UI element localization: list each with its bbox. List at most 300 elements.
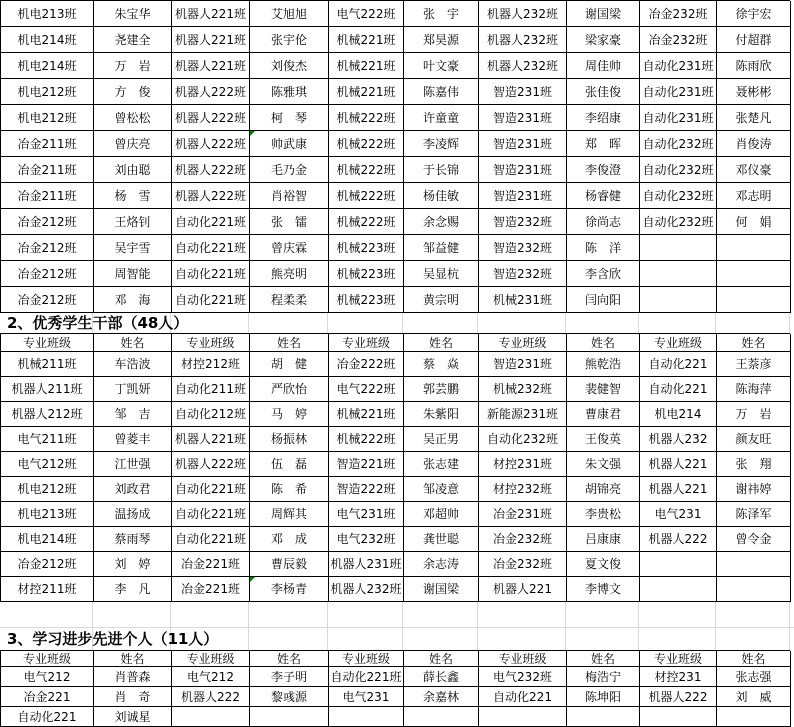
column-header-cell[interactable] <box>94 651 172 667</box>
table-cell[interactable] <box>404 157 479 183</box>
table-cell[interactable] <box>172 687 250 707</box>
table-cell[interactable] <box>172 235 250 261</box>
table-cell[interactable] <box>479 667 567 687</box>
table-cell[interactable] <box>1 377 94 402</box>
table-cell[interactable] <box>329 577 404 602</box>
table-cell[interactable] <box>567 707 640 727</box>
table-cell[interactable] <box>717 377 791 402</box>
table-cell[interactable] <box>172 527 250 552</box>
table-cell[interactable] <box>479 53 567 79</box>
table-cell[interactable] <box>329 707 404 727</box>
table-cell[interactable] <box>94 667 172 687</box>
table-cell[interactable] <box>640 157 717 183</box>
table-cell[interactable] <box>1 477 94 502</box>
table-cell[interactable] <box>404 452 479 477</box>
table-cell[interactable] <box>479 707 567 727</box>
table-cell[interactable] <box>567 502 640 527</box>
table-cell[interactable] <box>717 235 791 261</box>
table-cell[interactable] <box>717 287 791 313</box>
table-cell[interactable] <box>1 53 94 79</box>
table-cell[interactable] <box>717 552 791 577</box>
table-cell[interactable] <box>717 502 791 527</box>
table-cell[interactable] <box>640 183 717 209</box>
table-cell[interactable] <box>250 552 329 577</box>
table-cell[interactable] <box>172 131 250 157</box>
cell-text: 智造231班 <box>493 110 552 125</box>
table-cell[interactable] <box>250 1 329 27</box>
table-cell[interactable] <box>717 477 791 502</box>
table-cell[interactable] <box>250 527 329 552</box>
table-cell[interactable] <box>479 105 567 131</box>
table-cell[interactable] <box>404 687 479 707</box>
table-cell[interactable] <box>250 502 329 527</box>
table-cell[interactable] <box>717 157 791 183</box>
table-cell[interactable] <box>250 477 329 502</box>
table-cell[interactable] <box>640 261 717 287</box>
cell-text: 胡锦亮 <box>584 482 621 496</box>
table-cell[interactable] <box>567 287 640 313</box>
table-cell[interactable] <box>567 427 640 452</box>
table-cell[interactable] <box>1 452 94 477</box>
table-cell[interactable] <box>1 352 94 377</box>
table-cell[interactable] <box>404 183 479 209</box>
table-cell[interactable] <box>567 452 640 477</box>
table-cell[interactable] <box>479 687 567 707</box>
table-cell[interactable] <box>479 577 567 602</box>
table-cell[interactable] <box>717 53 791 79</box>
table-cell[interactable] <box>479 427 567 452</box>
table-cell[interactable] <box>94 79 172 105</box>
cell-text: 肖普森 <box>114 669 151 684</box>
cell-text: 李博文 <box>584 582 621 596</box>
table-cell[interactable] <box>640 352 717 377</box>
table-cell[interactable] <box>329 53 404 79</box>
table-cell[interactable] <box>250 235 329 261</box>
table-cell[interactable] <box>717 402 791 427</box>
table-cell[interactable] <box>479 377 567 402</box>
table-cell[interactable] <box>94 131 172 157</box>
table-cell[interactable] <box>1 157 94 183</box>
table-cell[interactable] <box>640 427 717 452</box>
column-header-cell[interactable] <box>640 651 717 667</box>
table-cell[interactable] <box>172 352 250 377</box>
table-cell[interactable] <box>640 402 717 427</box>
column-header-cell[interactable] <box>329 651 404 667</box>
table-cell[interactable] <box>329 477 404 502</box>
table-cell[interactable] <box>329 352 404 377</box>
table-cell[interactable] <box>567 402 640 427</box>
column-header-cell[interactable] <box>94 334 172 352</box>
table-cell[interactable] <box>329 667 404 687</box>
table-cell[interactable] <box>1 502 94 527</box>
table-cell[interactable] <box>567 79 640 105</box>
table-cell[interactable] <box>94 209 172 235</box>
table-cell[interactable] <box>640 131 717 157</box>
cell-text: 冶金211班 <box>17 188 77 203</box>
table-cell[interactable] <box>1 1 94 27</box>
table-cell[interactable] <box>172 667 250 687</box>
table-cell[interactable] <box>567 105 640 131</box>
table-cell[interactable] <box>567 477 640 502</box>
cell-text: 电气212 <box>23 669 71 684</box>
table-cell[interactable] <box>567 209 640 235</box>
table-cell[interactable] <box>250 427 329 452</box>
table-cell[interactable] <box>172 261 250 287</box>
table-cell[interactable] <box>640 502 717 527</box>
column-header-cell[interactable] <box>567 334 640 352</box>
table-cell[interactable] <box>404 79 479 105</box>
column-header-cell[interactable] <box>717 651 791 667</box>
table-cell[interactable] <box>94 707 172 727</box>
table-cell[interactable] <box>250 79 329 105</box>
table-cell[interactable] <box>640 527 717 552</box>
table-cell[interactable] <box>329 427 404 452</box>
table-cell[interactable] <box>250 287 329 313</box>
section-3-title[interactable]: 3、学习进步先进个人（11人） <box>7 629 219 648</box>
table-cell[interactable] <box>567 53 640 79</box>
table-cell[interactable] <box>1 552 94 577</box>
table-cell[interactable] <box>1 527 94 552</box>
table-cell[interactable] <box>172 27 250 53</box>
table-cell[interactable] <box>329 552 404 577</box>
table-cell[interactable] <box>404 427 479 452</box>
table-cell[interactable] <box>479 527 567 552</box>
table-cell[interactable] <box>250 131 329 157</box>
table-cell[interactable] <box>94 352 172 377</box>
table-cell[interactable] <box>404 402 479 427</box>
table-cell[interactable] <box>640 707 717 727</box>
table-cell[interactable] <box>567 352 640 377</box>
table-cell[interactable] <box>94 183 172 209</box>
table-cell[interactable] <box>329 287 404 313</box>
table-cell[interactable] <box>640 377 717 402</box>
table-cell[interactable] <box>567 261 640 287</box>
table-cell[interactable] <box>479 183 567 209</box>
cell-text: 机器人221 <box>648 482 708 496</box>
table-cell[interactable] <box>404 502 479 527</box>
table-cell[interactable] <box>717 707 791 727</box>
table-cell[interactable] <box>640 209 717 235</box>
table-cell[interactable] <box>94 502 172 527</box>
table-cell[interactable] <box>567 552 640 577</box>
column-header-cell[interactable] <box>1 651 94 667</box>
table-cell[interactable] <box>329 377 404 402</box>
table-cell[interactable] <box>172 1 250 27</box>
table-cell[interactable] <box>717 79 791 105</box>
column-header-cell[interactable] <box>567 651 640 667</box>
table-cell[interactable] <box>172 452 250 477</box>
table-cell[interactable] <box>329 452 404 477</box>
table-cell[interactable] <box>94 261 172 287</box>
table-cell[interactable] <box>717 687 791 707</box>
table-cell[interactable] <box>329 527 404 552</box>
table-cell[interactable] <box>640 79 717 105</box>
table-cell[interactable] <box>94 452 172 477</box>
cell-text: 李绍康 <box>584 110 621 125</box>
table-cell[interactable] <box>1 402 94 427</box>
table-cell[interactable] <box>717 527 791 552</box>
table-cell[interactable] <box>717 27 791 53</box>
table-cell[interactable] <box>1 577 94 602</box>
table-cell[interactable] <box>172 577 250 602</box>
table-cell[interactable] <box>329 235 404 261</box>
cell-text: 机器人232班 <box>330 582 402 596</box>
table-cell[interactable] <box>94 527 172 552</box>
table-cell[interactable] <box>479 477 567 502</box>
column-header-cell[interactable] <box>329 334 404 352</box>
table-cell[interactable] <box>250 27 329 53</box>
table-cell[interactable] <box>329 27 404 53</box>
cell-text: 曾令金 <box>735 532 772 546</box>
table-cell[interactable] <box>479 79 567 105</box>
column-header-cell[interactable] <box>640 334 717 352</box>
table-cell[interactable] <box>640 577 717 602</box>
table-cell[interactable] <box>404 527 479 552</box>
table-cell[interactable] <box>640 687 717 707</box>
cell-text: 曾菱丰 <box>114 432 151 446</box>
table-cell[interactable] <box>640 27 717 53</box>
cell-text: 机械223班 <box>336 266 396 281</box>
table-cell[interactable] <box>479 261 567 287</box>
sheet-gridline-cell <box>790 628 794 650</box>
cell-text: 余嘉林 <box>422 689 459 704</box>
table-cell[interactable] <box>567 183 640 209</box>
table-cell[interactable] <box>250 53 329 79</box>
table-cell[interactable] <box>1 183 94 209</box>
table-cell[interactable] <box>1 261 94 287</box>
cell-text: 冶金221 <box>23 689 71 704</box>
cell-text: 冶金212班 <box>17 292 77 307</box>
table-cell[interactable] <box>94 157 172 183</box>
table-cell[interactable] <box>329 157 404 183</box>
table-cell[interactable] <box>172 502 250 527</box>
table-cell[interactable] <box>640 477 717 502</box>
table-cell[interactable] <box>250 452 329 477</box>
table-cell[interactable] <box>1 105 94 131</box>
table-cell[interactable] <box>404 577 479 602</box>
table-cell[interactable] <box>172 377 250 402</box>
table-cell[interactable] <box>717 131 791 157</box>
column-header-cell[interactable] <box>404 334 479 352</box>
table-cell[interactable] <box>479 552 567 577</box>
table-cell[interactable] <box>404 105 479 131</box>
cell-text: 专业班级 <box>498 651 547 666</box>
table-cell[interactable] <box>172 183 250 209</box>
table-cell[interactable] <box>567 131 640 157</box>
table-cell[interactable] <box>172 707 250 727</box>
table-cell[interactable] <box>250 667 329 687</box>
table-cell[interactable] <box>94 687 172 707</box>
column-header-cell[interactable] <box>479 651 567 667</box>
cell-text: 机电212班 <box>17 84 77 99</box>
table-cell[interactable] <box>479 1 567 27</box>
table-cell[interactable] <box>250 157 329 183</box>
table-cell[interactable] <box>250 402 329 427</box>
table-cell[interactable] <box>404 477 479 502</box>
table-cell[interactable] <box>567 577 640 602</box>
table-cell[interactable] <box>172 552 250 577</box>
table-cell[interactable] <box>94 53 172 79</box>
table-cell[interactable] <box>250 105 329 131</box>
table-cell[interactable] <box>1 27 94 53</box>
table-cell[interactable] <box>172 105 250 131</box>
table-cell[interactable] <box>329 687 404 707</box>
table-cell[interactable] <box>479 352 567 377</box>
table-cell[interactable] <box>640 287 717 313</box>
table-cell[interactable] <box>567 235 640 261</box>
table-cell[interactable] <box>329 502 404 527</box>
table-cell[interactable] <box>567 377 640 402</box>
table-cell[interactable] <box>567 667 640 687</box>
table-cell[interactable] <box>94 27 172 53</box>
cell-text: 裴健智 <box>584 382 621 396</box>
table-cell[interactable] <box>479 131 567 157</box>
table-cell[interactable] <box>479 452 567 477</box>
table-cell[interactable] <box>717 209 791 235</box>
column-header-cell[interactable] <box>250 651 329 667</box>
table-cell[interactable] <box>479 287 567 313</box>
table-cell[interactable] <box>329 1 404 27</box>
table-cell[interactable] <box>250 707 329 727</box>
cell-text: 冶金221班 <box>181 557 240 571</box>
table-cell[interactable] <box>717 261 791 287</box>
table-cell[interactable] <box>567 527 640 552</box>
table-cell[interactable] <box>404 1 479 27</box>
table-cell[interactable] <box>717 105 791 131</box>
table-cell[interactable] <box>329 209 404 235</box>
column-header-cell[interactable] <box>1 334 94 352</box>
cell-text: 专业班级 <box>22 335 71 350</box>
table-cell[interactable] <box>404 53 479 79</box>
table-cell[interactable] <box>567 1 640 27</box>
column-header-cell[interactable] <box>717 334 791 352</box>
table-cell[interactable] <box>640 105 717 131</box>
table-cell[interactable] <box>94 577 172 602</box>
table-cell[interactable] <box>250 377 329 402</box>
table-cell[interactable] <box>404 261 479 287</box>
table-cell[interactable] <box>1 131 94 157</box>
cell-text: 材控212班 <box>181 357 240 371</box>
table-cell[interactable] <box>640 452 717 477</box>
table-cell[interactable] <box>640 667 717 687</box>
table-cell[interactable] <box>329 402 404 427</box>
table-cell[interactable] <box>94 235 172 261</box>
table-cell[interactable] <box>479 209 567 235</box>
table-cell[interactable] <box>172 287 250 313</box>
table-cell[interactable] <box>329 105 404 131</box>
table-cell[interactable] <box>640 235 717 261</box>
table-cell[interactable] <box>1 427 94 452</box>
table-cell[interactable] <box>640 1 717 27</box>
table-cell[interactable] <box>640 53 717 79</box>
table-cell[interactable] <box>250 209 329 235</box>
column-header-cell[interactable] <box>172 651 250 667</box>
table-cell[interactable] <box>250 577 329 602</box>
table-cell[interactable] <box>479 157 567 183</box>
table-cell[interactable] <box>329 131 404 157</box>
table-cell[interactable] <box>172 402 250 427</box>
table-cell[interactable] <box>250 183 329 209</box>
table-cell[interactable] <box>329 79 404 105</box>
table-cell[interactable] <box>172 157 250 183</box>
table-cell[interactable] <box>94 477 172 502</box>
table-cell[interactable] <box>404 667 479 687</box>
column-header-cell[interactable] <box>479 334 567 352</box>
table-cell[interactable] <box>404 352 479 377</box>
table-cell[interactable] <box>717 1 791 27</box>
table-cell[interactable] <box>94 427 172 452</box>
table-cell[interactable] <box>1 287 94 313</box>
table-cell[interactable] <box>172 79 250 105</box>
table-cell[interactable] <box>717 352 791 377</box>
cell-text: 聂彬彬 <box>735 84 772 99</box>
cell-text: 智造232班 <box>493 240 552 255</box>
table-cell[interactable] <box>250 687 329 707</box>
table-cell[interactable] <box>717 667 791 687</box>
table-cell[interactable] <box>94 402 172 427</box>
table-cell[interactable] <box>479 402 567 427</box>
table-cell[interactable] <box>404 377 479 402</box>
table-cell[interactable] <box>404 131 479 157</box>
table-cell[interactable] <box>94 287 172 313</box>
table-cell[interactable] <box>94 1 172 27</box>
table-cell[interactable] <box>404 27 479 53</box>
table-cell[interactable] <box>250 352 329 377</box>
table-cell[interactable] <box>172 427 250 452</box>
table-cell[interactable] <box>329 261 404 287</box>
section-2-title[interactable]: 2、优秀学生干部（48人） <box>7 313 189 332</box>
table-cell[interactable] <box>404 235 479 261</box>
table-cell[interactable] <box>1 235 94 261</box>
table-cell[interactable] <box>1 667 94 687</box>
table-cell[interactable] <box>1 687 94 707</box>
table-cell[interactable] <box>479 27 567 53</box>
table-cell[interactable] <box>404 552 479 577</box>
table-cell[interactable] <box>717 183 791 209</box>
table-cell[interactable] <box>717 427 791 452</box>
table-cell[interactable] <box>94 105 172 131</box>
table-cell[interactable] <box>94 377 172 402</box>
table-cell[interactable] <box>479 235 567 261</box>
table-cell[interactable] <box>567 27 640 53</box>
table-cell[interactable] <box>640 552 717 577</box>
column-header-cell[interactable] <box>404 651 479 667</box>
table-cell[interactable] <box>172 477 250 502</box>
cell-text: 姓名 <box>276 651 301 666</box>
column-header-cell[interactable] <box>172 334 250 352</box>
table-cell[interactable] <box>404 209 479 235</box>
table-cell[interactable] <box>1 79 94 105</box>
table-cell[interactable] <box>479 502 567 527</box>
table-cell[interactable] <box>172 209 250 235</box>
table-cell[interactable] <box>250 261 329 287</box>
table-cell[interactable] <box>329 183 404 209</box>
sheet-gridline-cell <box>716 313 790 333</box>
table-cell[interactable] <box>567 687 640 707</box>
table-cell[interactable] <box>717 577 791 602</box>
cell-text: 机电213班 <box>17 6 77 21</box>
column-header-cell[interactable] <box>250 334 329 352</box>
table-cell[interactable] <box>172 53 250 79</box>
table-cell[interactable] <box>404 287 479 313</box>
table-cell[interactable] <box>404 707 479 727</box>
table-cell[interactable] <box>1 209 94 235</box>
table-cell[interactable] <box>567 157 640 183</box>
table-cell[interactable] <box>94 552 172 577</box>
table-cell[interactable] <box>717 452 791 477</box>
cell-text: 机电212班 <box>17 482 77 496</box>
table-cell[interactable] <box>1 707 94 727</box>
